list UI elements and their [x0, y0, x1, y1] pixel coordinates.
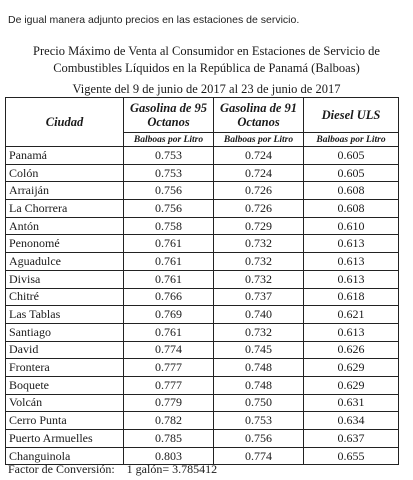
gas95-price-cell: 0.753 [124, 147, 214, 165]
gas95-price-cell: 0.777 [124, 359, 214, 377]
city-cell: Cerro Punta [6, 412, 124, 430]
gas95-price-cell: 0.769 [124, 306, 214, 324]
gas95-price-cell: 0.779 [124, 394, 214, 412]
gas95-price-cell: 0.761 [124, 253, 214, 271]
diesel-price-cell: 0.613 [304, 270, 399, 288]
gas91-price-cell: 0.732 [214, 270, 304, 288]
fuel-price-table [5, 97, 399, 465]
diesel-price-cell: 0.613 [304, 235, 399, 253]
header-row [6, 98, 399, 133]
diesel-price-cell: 0.618 [304, 288, 399, 306]
city-cell: Aguadulce [6, 253, 124, 271]
gas91-price-cell: 0.737 [214, 288, 304, 306]
diesel-price-cell: 0.655 [304, 447, 399, 465]
city-cell: Boquete [6, 376, 124, 394]
diesel-price-cell: 0.608 [304, 182, 399, 200]
gas91-price-cell: 0.748 [214, 359, 304, 377]
column-header-diesel: Diesel ULS [304, 98, 399, 133]
validity-period: Vigente del 9 de junio de 2017 al 23 de junio de 2017 [72, 82, 341, 96]
city-cell: Volcán [6, 394, 124, 412]
gas91-price-cell: 0.750 [214, 394, 304, 412]
intro-text: De igual manera adjunto precios en las estaciones de servicio. [8, 14, 300, 26]
table-row [6, 376, 399, 394]
city-cell: Frontera [6, 359, 124, 377]
table-row [6, 200, 399, 218]
table-row [6, 306, 399, 324]
table-row [6, 323, 399, 341]
city-cell: Puerto Armuelles [6, 430, 124, 448]
gas91-price-cell: 0.726 [214, 182, 304, 200]
diesel-price-cell: 0.621 [304, 306, 399, 324]
city-cell: Changuinola [6, 447, 124, 465]
table-row [6, 270, 399, 288]
diesel-price-cell: 0.613 [304, 323, 399, 341]
gas95-price-cell: 0.761 [124, 270, 214, 288]
table-row [6, 182, 399, 200]
gas95-price-cell: 0.756 [124, 200, 214, 218]
table-row [6, 359, 399, 377]
city-cell: Arraiján [6, 182, 124, 200]
unit-label-diesel: Balboas por Litro [304, 133, 399, 147]
city-cell: Chitré [6, 288, 124, 306]
unit-label-gas91: Balboas por Litro [214, 133, 304, 147]
gas95-price-cell: 0.756 [124, 182, 214, 200]
gas91-price-cell: 0.756 [214, 430, 304, 448]
gas95-price-cell: 0.758 [124, 217, 214, 235]
gas91-price-cell: 0.740 [214, 306, 304, 324]
table-row [6, 235, 399, 253]
table-row [6, 164, 399, 182]
diesel-price-cell: 0.605 [304, 147, 399, 165]
diesel-price-cell: 0.608 [304, 200, 399, 218]
gas91-price-cell: 0.732 [214, 235, 304, 253]
table-row [6, 341, 399, 359]
conversion-factor [8, 462, 217, 477]
gas95-price-cell: 0.761 [124, 235, 214, 253]
diesel-price-cell: 0.626 [304, 341, 399, 359]
diesel-price-cell: 0.610 [304, 217, 399, 235]
table-title-line1: Precio Máximo de Venta al Consumidor en Estaciones de Servicio de [33, 44, 380, 58]
gas91-price-cell: 0.748 [214, 376, 304, 394]
table-row [6, 288, 399, 306]
gas91-price-cell: 0.729 [214, 217, 304, 235]
gas91-price-cell: 0.753 [214, 412, 304, 430]
column-header-city: Ciudad [6, 98, 124, 147]
city-cell: Panamá [6, 147, 124, 165]
unit-label-gas95: Balboas por Litro [124, 133, 214, 147]
gas95-price-cell: 0.761 [124, 323, 214, 341]
gas95-price-cell: 0.777 [124, 376, 214, 394]
diesel-price-cell: 0.637 [304, 430, 399, 448]
diesel-price-cell: 0.613 [304, 253, 399, 271]
table-row [6, 430, 399, 448]
column-header-gas95: Gasolina de 95 Octanos [124, 98, 214, 133]
gas95-price-cell: 0.803 [124, 447, 214, 465]
gas91-price-cell: 0.724 [214, 164, 304, 182]
table-row [6, 253, 399, 271]
table-title-line2: Combustibles Líquidos en la República de Panamá (Balboas) [53, 61, 360, 75]
gas95-price-cell: 0.766 [124, 288, 214, 306]
gas91-price-cell: 0.732 [214, 253, 304, 271]
table-row [6, 147, 399, 165]
diesel-price-cell: 0.629 [304, 376, 399, 394]
table-row [6, 412, 399, 430]
city-cell: David [6, 341, 124, 359]
gas91-price-cell: 0.726 [214, 200, 304, 218]
city-cell: Las Tablas [6, 306, 124, 324]
gas91-price-cell: 0.732 [214, 323, 304, 341]
gas95-price-cell: 0.753 [124, 164, 214, 182]
column-header-gas91: Gasolina de 91 Octanos [214, 98, 304, 133]
city-cell: Colón [6, 164, 124, 182]
gas91-price-cell: 0.724 [214, 147, 304, 165]
diesel-price-cell: 0.631 [304, 394, 399, 412]
diesel-price-cell: 0.634 [304, 412, 399, 430]
table-body [6, 147, 399, 465]
gas95-price-cell: 0.785 [124, 430, 214, 448]
table-row [6, 394, 399, 412]
diesel-price-cell: 0.629 [304, 359, 399, 377]
conversion-factor-label: Factor de Conversión: [8, 462, 115, 476]
diesel-price-cell: 0.605 [304, 164, 399, 182]
city-cell: Santiago [6, 323, 124, 341]
gas95-price-cell: 0.774 [124, 341, 214, 359]
gas91-price-cell: 0.745 [214, 341, 304, 359]
gas91-price-cell: 0.774 [214, 447, 304, 465]
gas95-price-cell: 0.782 [124, 412, 214, 430]
city-cell: Divisa [6, 270, 124, 288]
table-row [6, 217, 399, 235]
city-cell: Antón [6, 217, 124, 235]
city-cell: Penonomé [6, 235, 124, 253]
city-cell: La Chorrera [6, 200, 124, 218]
conversion-factor-value: 1 galón= 3.785412 [126, 462, 218, 476]
